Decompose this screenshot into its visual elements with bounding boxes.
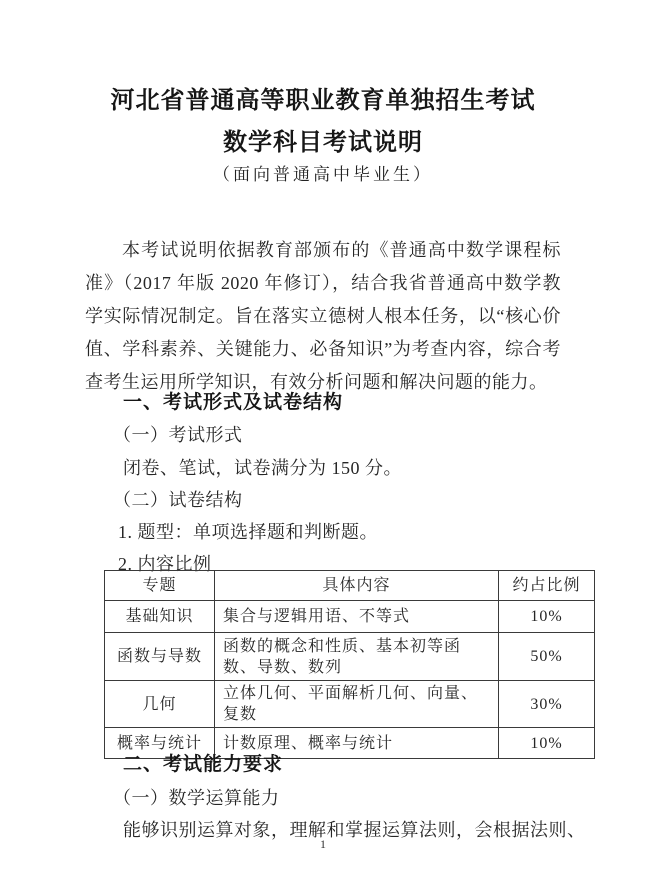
table-cell-topic: 概率与统计 (105, 728, 215, 759)
doc-title-line1: 河北省普通高等职业教育单独招生考试 (110, 87, 536, 114)
table-header-content: 具体内容 (215, 571, 499, 601)
doc-title-line2: 数学科目考试说明 (223, 129, 423, 156)
section2-sub1-heading: （一）数学运算能力 (113, 788, 280, 808)
table-header-ratio: 约占比例 (499, 571, 595, 601)
table-cell-ratio: 50% (499, 633, 595, 681)
table-row (105, 633, 595, 681)
section1-sub2-heading: （二）试卷结构 (113, 490, 243, 510)
table-header-topic: 专题 (105, 571, 215, 601)
table-cell-content: 计数原理、概率与统计 (215, 728, 499, 759)
table-cell-content: 函数的概念和性质、基本初等函数、导数、数列 (215, 633, 499, 681)
section2-sub1-body: 能够识别运算对象，理解和掌握运算法则，会根据法则、 (123, 820, 586, 840)
section2-heading: 二、考试能力要求 (123, 754, 284, 775)
section1-sub1-heading: （一）考试形式 (113, 425, 243, 445)
section1-sub1-body: 闭卷、笔试，试卷满分为 150 分。 (123, 458, 402, 478)
table-cell-topic: 基础知识 (105, 601, 215, 633)
table-cell-content: 集合与逻辑用语、不等式 (215, 601, 499, 633)
table-row (105, 601, 595, 633)
table-header-row (105, 571, 595, 601)
doc-subtitle: （面向普通高中毕业生） (213, 165, 433, 184)
table-cell-topic: 几何 (105, 681, 215, 728)
table-cell-ratio: 10% (499, 728, 595, 759)
section1-item1: 1. 题型：单项选择题和判断题。 (118, 522, 378, 542)
table-cell-topic: 函数与导数 (105, 633, 215, 681)
section1-heading: 一、考试形式及试卷结构 (123, 392, 344, 413)
table-cell-ratio: 10% (499, 601, 595, 633)
table-cell-ratio: 30% (499, 681, 595, 728)
section1-item2: 2. 内容比例 (118, 554, 212, 574)
intro-paragraph: 本考试说明依据教育部颁布的《普通高中数学课程标准》（2017 年版 2020 年修订），结合我省普通高中数学教学实际情况制定。旨在落实立德树人根本任务，以“核心价值、学科素养、关键能力、必备知识”为考查内容，综合考查考生运用所学知识，有效分析问题和解决问题的能力。 (85, 240, 561, 392)
page-number: 1 (320, 837, 326, 851)
table-row (105, 681, 595, 728)
content-ratio-table (104, 570, 595, 759)
table-cell-content: 立体几何、平面解析几何、向量、复数 (215, 681, 499, 728)
